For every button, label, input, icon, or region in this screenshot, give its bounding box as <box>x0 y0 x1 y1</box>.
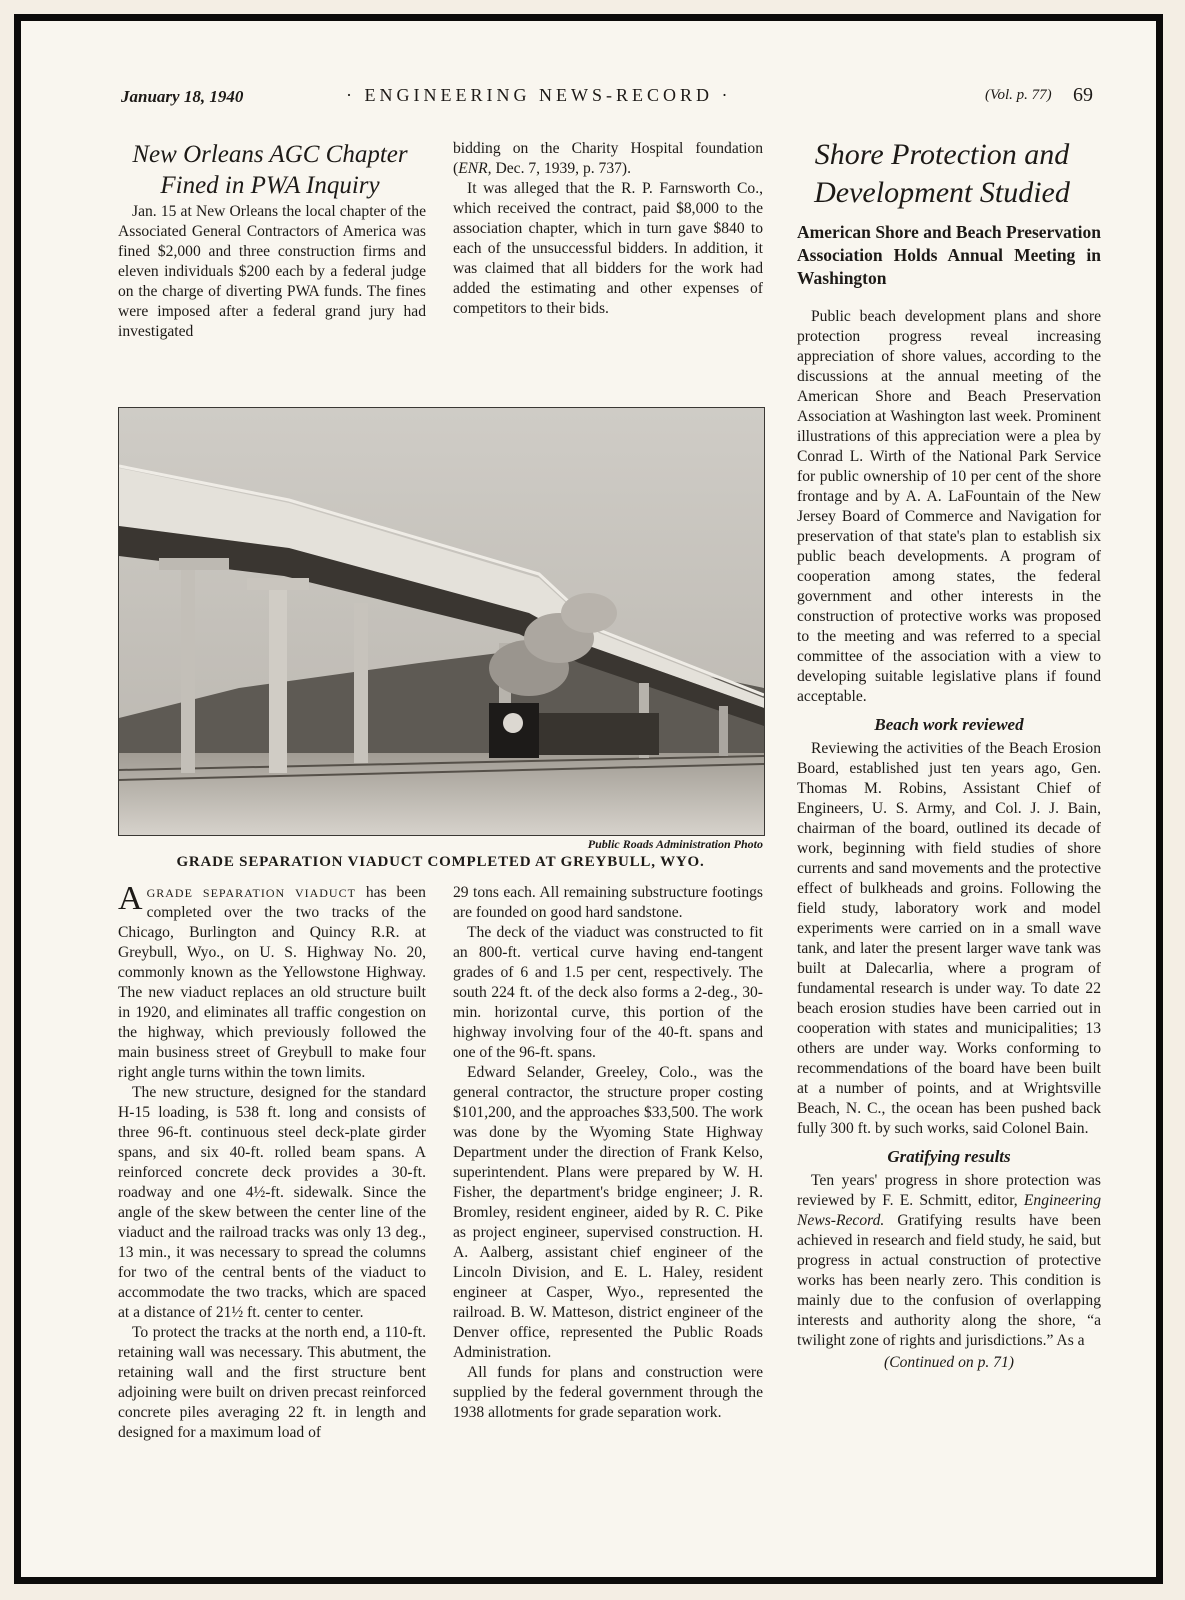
article2-paragraph2: The new structure, designed for the standard H-15 loading, is 538 ft. long and consists of three 96-ft. continuous steel deck-plate girder spans, and six 40-ft. rolled beam spans. A reinforced concrete deck provides a 30-ft. roadway and one 4½-ft. sidewalk. Since the angle of the skew between the center line of the viaduct and the railroad tracks was only 13 deg., 13 min., it was necessary to spread the columns for two of the central bents of the viaduct to accommodate the two tracks, which are spaced at a distance of 21½ ft. center to center. <box>118 1084 426 1321</box>
article3-paragraph1: Public beach development plans and shore protection progress reveal increasing appreciation of shore values, according to the discussions at the annual meeting of the American Shore and Beach Preservation Association at Washington last week. Prominent illustrations of this appreciation were a plea by Conrad L. Wirth of the National Park Service for public ownership of 10 per cent of the shore frontage and by A. A. LaFountain of the New Jersey Board of Commerce and Navigation for preservation of that state's plan to establish six public beach developments. A program of cooperation among states, the federal government and other interests in the construction of protective works was proposed to the meeting and was referred to a special committee of the association with a view to developing suitable legislative plans if found acceptable. <box>797 308 1101 705</box>
enr-title: Engineering News-Record. <box>797 1192 1101 1229</box>
page-frame <box>14 14 1163 1584</box>
article1-column1 <box>118 202 426 342</box>
page <box>21 21 1156 1577</box>
article1-headline <box>111 139 429 201</box>
article2-column2 <box>453 883 763 1423</box>
subhead-gratifying-results: Gratifying results <box>887 1147 1011 1166</box>
article2-paragraph3: To protect the tracks at the north end, a 110-ft. retaining wall was necessary. This abutment, the retaining wall and the first structure bent adjoining were built on driven precast reinforced concrete piles averaging 22 ft. in length and designed for a maximum load of <box>118 1324 426 1441</box>
article3-paragraph3-b: Gratifying results have been achieved in research and field study, he said, but progress in actual construction of protective works has been nearly zero. This condition is mainly due to the confusion of overlapping interests and authority along the shore, “a twilight zone of rights and jurisdictions.” As a <box>797 1212 1101 1349</box>
article1-paragraph2 <box>453 139 763 179</box>
article3-headline-line1: Shore Protection and <box>814 138 1070 171</box>
article3-paragraph3 <box>797 1171 1101 1351</box>
article3-column <box>797 307 1101 1373</box>
article2-paragraph4: 29 tons each. All remaining substructure footings are founded on good hard sandstone. <box>453 884 763 921</box>
article2-paragraph7: All funds for plans and construction were supplied by the federal government through the 1938 allotments for grade separation work. <box>453 1364 763 1421</box>
publication-title: · ENGINEERING NEWS-RECORD · <box>346 85 732 105</box>
page-number: 69 <box>1073 84 1093 106</box>
photo-credit: Public Roads Administration Photo <box>587 837 763 851</box>
article1-headline-line1: New Orleans AGC Chapter <box>132 141 408 168</box>
article2-paragraph5: The deck of the viaduct was constructed to fit an 800-ft. vertical curve having end-tangent grades of 6 and 1.5 per cent, respectively. The south 224 ft. of the deck also forms a 2-deg., 30-min. horizontal curve, this portion of the highway involving four of the 40-ft. spans and one of the 96-ft. spans. <box>453 924 763 1061</box>
drop-cap: A <box>118 880 143 917</box>
viaduct-photo-image <box>119 408 764 835</box>
lead-smallcaps: GRADE SEPARATION VIADUCT <box>146 886 356 900</box>
volume-ref: (Vol. p. 77) <box>985 87 1052 103</box>
enr-citation: ENR, <box>458 160 492 177</box>
article3-headline <box>783 136 1101 212</box>
article2-paragraph1-text: has been completed over the two tracks of the Chicago, Burlington and Quincy R.R. at Greybull, Wyo., on U. S. Highway No. 20, commonly known as the Yellowstone Highway. The new viaduct replaces an old structure built in 1920, and eliminates all traffic congestion on the highway, which previously followed the main business street of Greybull to make four right angle turns within the town limits. <box>118 884 426 1081</box>
article2-paragraph6: Edward Selander, Greeley, Colo., was the general contractor, the structure proper costing $101,200, and the approaches $33,500. The work was done by the Wyoming State Highway Department under the direction of Frank Kelso, superintendent. Plans were prepared by W. H. Fisher, the department's bridge engineer; J. R. Bromley, resident engineer, aided by R. C. Pike as project engineer, supervised construction. H. A. Aalberg, assistant chief engineer of the Lincoln Division, and E. L. Haley, resident engineer at Casper, Wyo., represented the railroad. B. W. Matteson, district engineer of the Denver office, represented the Public Roads Administration. <box>453 1064 763 1361</box>
article1-headline-line2: Fined in PWA Inquiry <box>160 172 380 199</box>
article3-paragraph3-a: Ten years' progress in shore protection was reviewed by F. E. Schmitt, editor, <box>797 1172 1101 1209</box>
continued-note: (Continued on p. 71) <box>884 1354 1014 1371</box>
article2-column1 <box>118 880 426 1443</box>
article2-paragraph1 <box>118 880 426 1083</box>
article3-paragraph2: Reviewing the activities of the Beach Erosion Board, established just ten years ago, Gen. Thomas M. Robins, Assistant Chief of Engineers, U. S. Army, and Col. J. J. Bain, chairman of the board, outlined its decade of work, beginning with field studies of shore currents and sand movements and the protective effect of bulkheads and groins. Following the field study, laboratory work and model experiments were carried on in a small wave tank, and later the present larger wave tank was built at Dalecarlia, where a program of fundamental research is under way. To date 22 beach erosion studies have been carried out in cooperation with states and municipalities; 13 others are under way. Works conforming to recommendations of the board have been built at a number of points, and at Wrightsville Beach, N. C., the ocean has been pushed back fully 300 ft. by such works, said Colonel Bain. <box>797 740 1101 1137</box>
issue-date: January 18, 1940 <box>121 87 244 106</box>
viaduct-photo <box>118 407 765 836</box>
article1-paragraph1: Jan. 15 at New Orleans the local chapter of the Associated General Contractors of America was fined $2,000 and three construction firms and eleven individuals $200 each by a federal judge on the charge of diverting PWA funds. The fines were imposed after a federal grand jury had investigated <box>118 203 426 340</box>
article1-column2 <box>453 139 763 319</box>
article1-text-a: bidding on the Charity Hospital foundation ( <box>453 140 763 177</box>
subhead-beach-work: Beach work reviewed <box>874 715 1024 734</box>
article1-paragraph3: It was alleged that the R. P. Farnsworth Co., which received the contract, paid $8,000 to the association chapter, which in turn gave $840 to each of the unsuccessful bidders. In addition, it was claimed that all bidders for the work had added the estimating and other expenses of competitors to their bids. <box>453 180 763 317</box>
article3-deck: American Shore and Beach Preservation Association Holds Annual Meeting in Washington <box>797 222 1101 288</box>
photo-caption: GRADE SEPARATION VIADUCT COMPLETED AT GREYBULL, WYO. <box>176 854 705 870</box>
article1-text-b: Dec. 7, 1939, p. 737). <box>491 160 632 177</box>
article3-headline-line2: Development Studied <box>814 176 1070 209</box>
